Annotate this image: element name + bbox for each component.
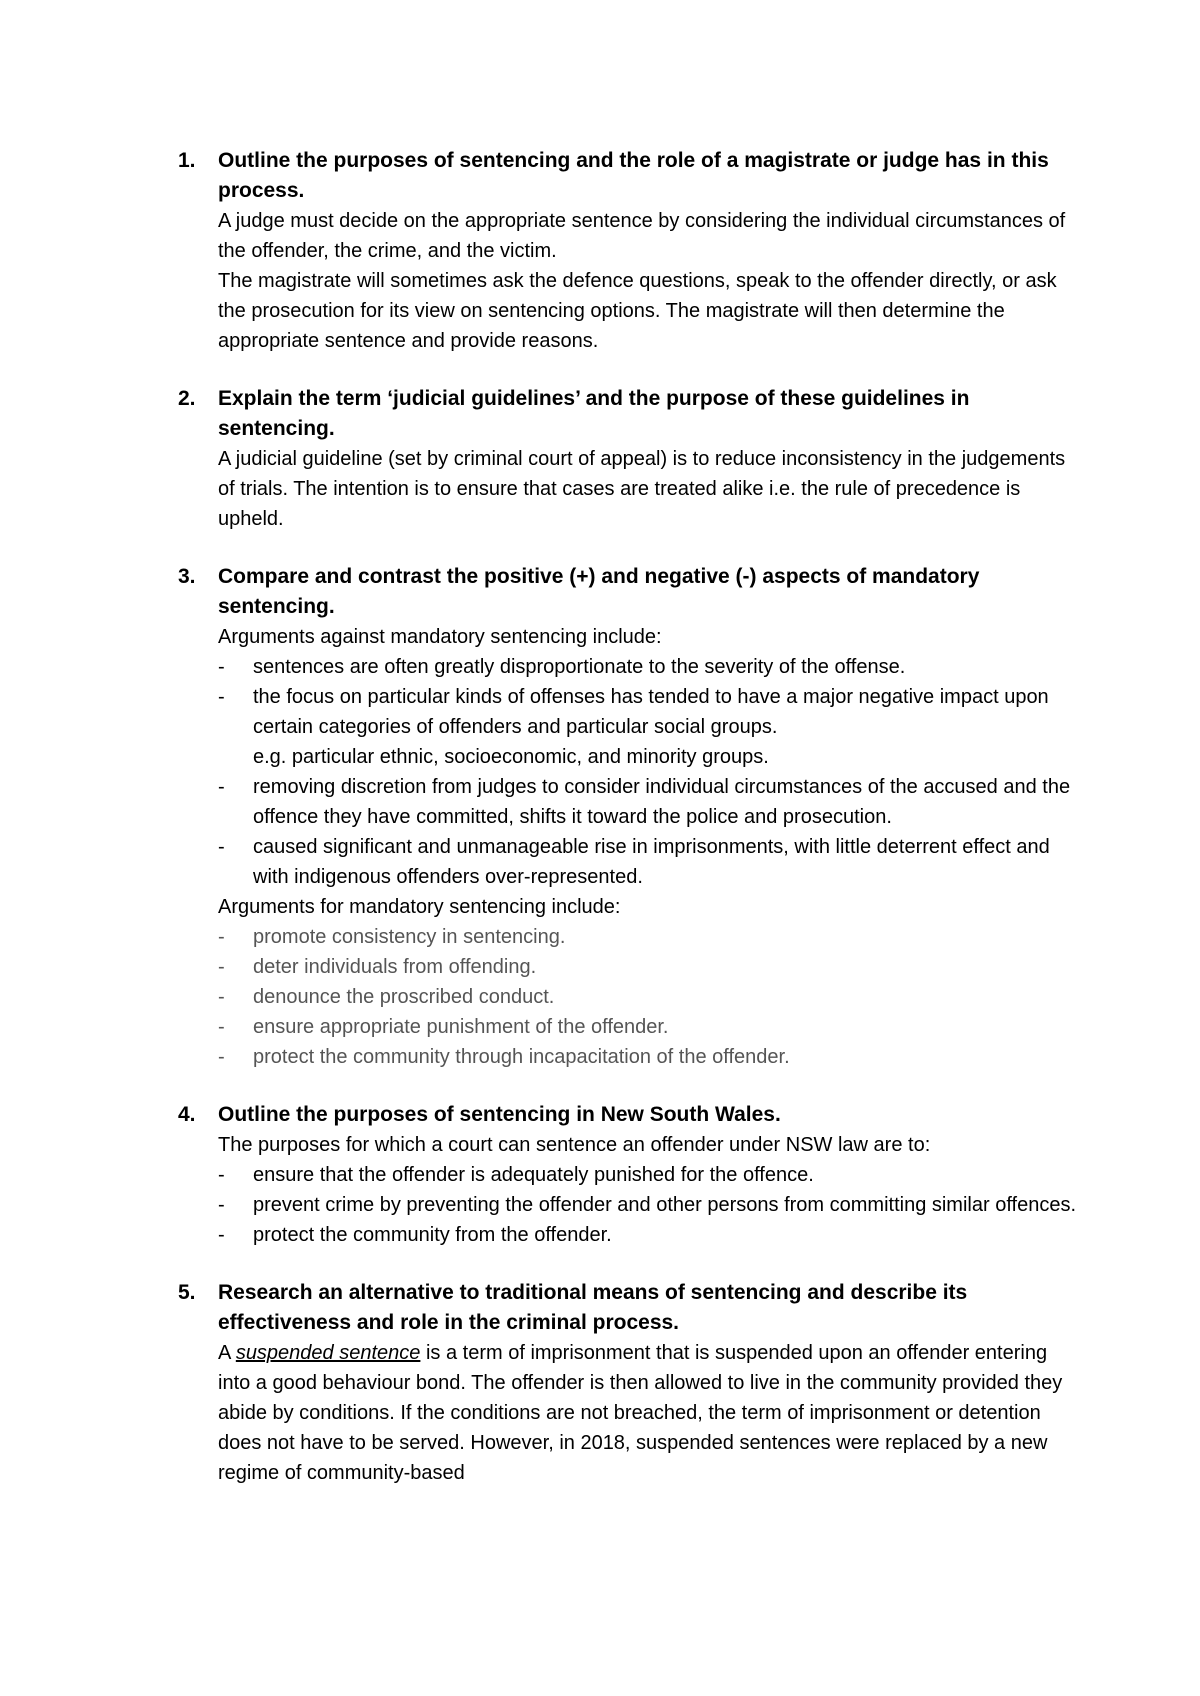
list-item: - sentences are often greatly disproportionate to the severity of the offense. bbox=[218, 652, 1078, 682]
question-title: Outline the purposes of sentencing in New South Wales. bbox=[218, 1103, 781, 1126]
list-item: - protect the community through incapacitation of the offender. bbox=[218, 1042, 1078, 1072]
bullet-dash: - bbox=[218, 956, 225, 978]
list-item: - removing discretion from judges to consider individual circumstances of the accused and the offence they have committed, shifts it toward the police and prosecution. bbox=[218, 772, 1078, 832]
bullet-dash: - bbox=[218, 656, 225, 678]
against-list bbox=[218, 652, 1078, 892]
bullet-dash: - bbox=[218, 926, 225, 948]
question-3 bbox=[178, 562, 1078, 1072]
list-item: - ensure that the offender is adequately punished for the offence. bbox=[218, 1160, 1078, 1190]
question-number: 2. bbox=[178, 387, 196, 410]
list-item: - deter individuals from offending. bbox=[218, 952, 1078, 982]
answer-paragraph: The magistrate will sometimes ask the defence questions, speak to the offender directly, or ask the prosecution for its view on sentencing options. The magistrate will then determine the appropriate sentence and provide reasons. bbox=[218, 270, 1057, 352]
against-intro: Arguments against mandatory sentencing include: bbox=[218, 626, 662, 648]
list-item: - protect the community from the offender. bbox=[218, 1220, 1078, 1250]
list-item: - caused significant and unmanageable rise in imprisonments, with little deterrent effect and with indigenous offenders over-represented. bbox=[218, 832, 1078, 892]
bullet-dash: - bbox=[218, 1224, 225, 1246]
question-title: Outline the purposes of sentencing and the role of a magistrate or judge has in this process. bbox=[218, 149, 1049, 202]
bullet-dash: - bbox=[218, 1016, 225, 1038]
question-1 bbox=[178, 146, 1078, 356]
for-intro: Arguments for mandatory sentencing include: bbox=[218, 896, 621, 918]
question-number: 1. bbox=[178, 149, 196, 172]
question-5 bbox=[178, 1278, 1078, 1488]
question-list bbox=[178, 146, 1078, 1516]
bullet-dash: - bbox=[218, 1046, 225, 1068]
example-text: e.g. particular ethnic, socioeconomic, and minority groups. bbox=[253, 746, 769, 768]
question-4 bbox=[178, 1100, 1078, 1250]
bullet-dash: - bbox=[218, 986, 225, 1008]
bullet-dash: - bbox=[218, 1164, 225, 1186]
suspended-sentence-term: suspended sentence bbox=[235, 1342, 421, 1364]
question-title: Compare and contrast the positive (+) and negative (-) aspects of mandatory sentencing. bbox=[218, 565, 980, 618]
bullet-dash: - bbox=[218, 1194, 225, 1216]
bullet-dash: - bbox=[218, 776, 225, 798]
answer-paragraph: A judicial guideline (set by criminal court of appeal) is to reduce inconsistency in the judgements of trials. The intention is to ensure that cases are treated alike i.e. the rule of precedence is upheld. bbox=[218, 448, 1066, 530]
bullet-dash: - bbox=[218, 686, 225, 708]
question-title: Explain the term ‘judicial guidelines’ and the purpose of these guidelines in sentencing. bbox=[218, 387, 970, 440]
for-list bbox=[218, 922, 1078, 1072]
question-number: 5. bbox=[178, 1281, 196, 1304]
list-item: - ensure appropriate punishment of the offender. bbox=[218, 1012, 1078, 1042]
list-item: - prevent crime by preventing the offender and other persons from committing similar offences. bbox=[218, 1190, 1078, 1220]
list-item: - promote consistency in sentencing. bbox=[218, 922, 1078, 952]
answer-paragraph: A judge must decide on the appropriate sentence by considering the individual circumstances of the offender, the crime, and the victim. bbox=[218, 210, 1066, 262]
answer-intro: The purposes for which a court can sentence an offender under NSW law are to: bbox=[218, 1134, 931, 1156]
question-number: 3. bbox=[178, 565, 196, 588]
list-item: - the focus on particular kinds of offenses has tended to have a major negative impact upon certain categories of offenders and particular social groups. e.g. particular ethnic, socioeconomic, and minority groups. bbox=[218, 682, 1078, 772]
question-title: Research an alternative to traditional means of sentencing and describe its effectiveness and role in the criminal process. bbox=[218, 1281, 968, 1334]
bullet-dash: - bbox=[218, 836, 225, 858]
list-item: - denounce the proscribed conduct. bbox=[218, 982, 1078, 1012]
answer-paragraph: A suspended sentence is a term of imprisonment that is suspended upon an offender entering into a good behaviour bond. The offender is then allowed to live in the community provided they abide by conditions. If the conditions are not breached, the term of imprisonment or detention does not have to be served. However, in 2018, suspended sentences were replaced by a new regime of community-based bbox=[218, 1342, 1063, 1484]
question-number: 4. bbox=[178, 1103, 196, 1126]
purposes-list bbox=[218, 1160, 1078, 1250]
question-2 bbox=[178, 384, 1078, 534]
